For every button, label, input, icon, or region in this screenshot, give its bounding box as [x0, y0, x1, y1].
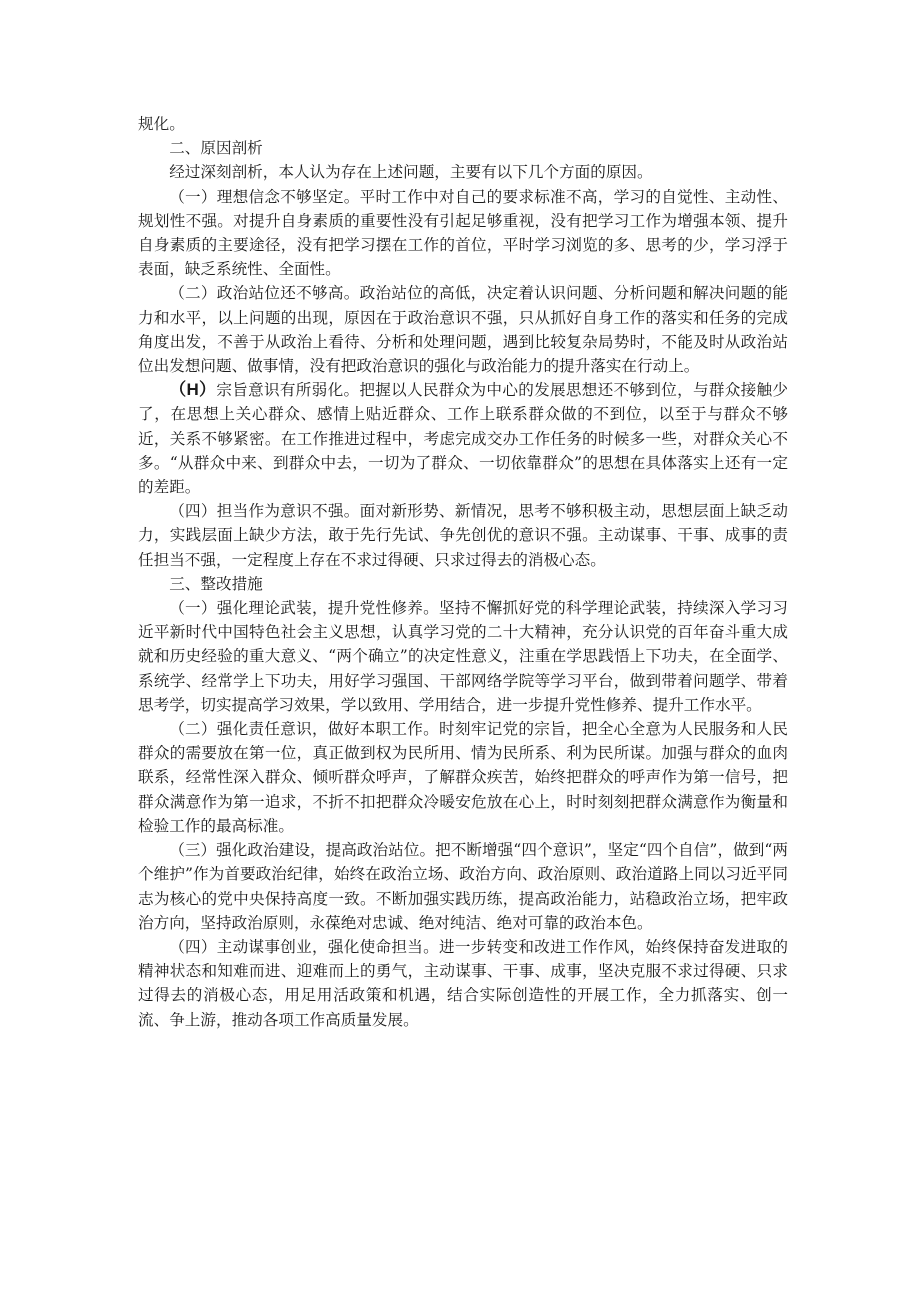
paragraph-causes-intro: 经过深刻剖析，本人认为存在上述问题，主要有以下几个方面的原因。	[169, 163, 653, 182]
paragraph-cause-1: （一）理想信念不够坚定。平时工作中对自己的要求标准不高，学习的自觉性、主动性、规划性不强。对提升自身素质的重要性没有引起足够重视，没有把学习工作为增强本领、提升自身素质的主要途径，没有把学习摆在工作的首位，平时学习浏览的多、思考的少，学习浮于表面，缺乏系统性、全面性。	[138, 187, 788, 279]
paragraph-measure-2: （二）强化责任意识，做好本职工作。时刻牢记党的宗旨，把全心全意为人民服务和人民群众的需要放在第一位，真正做到权为民所用、情为民所系、利为民所谋。加强与群众的血肉联系，经常性深入群众、倾听群众呼声，了解群众疾苦，始终把群众的呼声作为第一信号，把群众满意作为第一追求，不折不扣把群众冷暖安危放在心上，时时刻刻把群众满意作为衡量和检验工作的最高标准。	[138, 720, 788, 835]
paragraph-measure-4: （四）主动谋事创业，强化使命担当。进一步转变和改进工作作风，始终保持奋发进取的精神状态和知难而进、迎难而上的勇气，主动谋事、干事、成事，坚决克服不求过得硬、只求过得去的消极心态，用足用活政策和机遇，结合实际创造性的开展工作，全力抓落实、创一流、争上游，推动各项工作高质量发展。	[138, 937, 788, 1029]
section-heading-measures: 三、整改措施	[169, 574, 263, 593]
paragraph-measure-3: （三）强化政治建设，提高政治站位。把不断增强“四个意识”，坚定“四个自信”，做到“两个维护”作为首要政治纪律，始终在政治立场、政治方向、政治原则、政治道路上同以习近平同志为核心的党中央保持高度一致。不断加强实践历练，提高政治能力，站稳政治立场，把牢政治方向，坚持政治原则，永葆绝对忠诚、绝对纯洁、绝对可靠的政治本色。	[138, 841, 788, 932]
paragraph-cause-3	[138, 378, 788, 499]
section-heading-causes: 二、原因剖析	[169, 139, 263, 158]
paragraph-cause-2: （二）政治站位还不够高。政治站位的高低，决定着认识问题、分析问题和解决问题的能力和水平，以上问题的出现，原因在于政治意识不强，只从抓好自身工作的落实和任务的完成角度出发，不善于从政治上看待、分析和处理问题，遇到比较复杂局势时，不能及时从政治站位出发想问题、做事情，没有把政治意识的强化与政治能力的提升落实在行动上。	[138, 284, 788, 376]
cause-3-marker: （H）	[169, 380, 217, 400]
paragraph-cause-4: （四）担当作为意识不强。面对新形势、新情况，思考不够积极主动，思想层面上缺乏动力，实践层面上缺少方法，敢于先行先试、争先创优的意识不强。主动谋事、干事、成事的责任担当不强，一定程度上存在不求过得硬、只求过得去的消极心态。	[138, 502, 788, 569]
document-body	[138, 112, 788, 1032]
paragraph-measure-1: （一）强化理论武装，提升党性修养。坚持不懈抓好党的科学理论武装，持续深入学习习近平新时代中国特色社会主义思想，认真学习党的二十大精神，充分认识党的百年奋斗重大成就和历史经验的重大意义、“两个确立”的决定性意义，注重在学思践悟上下功夫，在全面学、系统学、经常学上下功夫，用好学习强国、干部网络学院等学习平台，做到带着问题学、带着思考学，切实提高学习效果，学以致用、学用结合，进一步提升党性修养、提升工作水平。	[138, 599, 788, 714]
cause-3-text: 宗旨意识有所弱化。把握以人民群众为中心的发展思想还不够到位，与群众接触少了，在思想上关心群众、感情上贴近群众、工作上联系群众做的不到位，以至于与群众不够近，关系不够紧密。在工作推进过程中，考虑完成交办工作任务的时候多一些，对群众关心不多。“从群众中来、到群众中去，一切为了群众、一切依靠群众”的思想在具体落实上还有一定的差距。	[138, 381, 788, 497]
paragraph-continuation: 规化。	[138, 115, 185, 133]
